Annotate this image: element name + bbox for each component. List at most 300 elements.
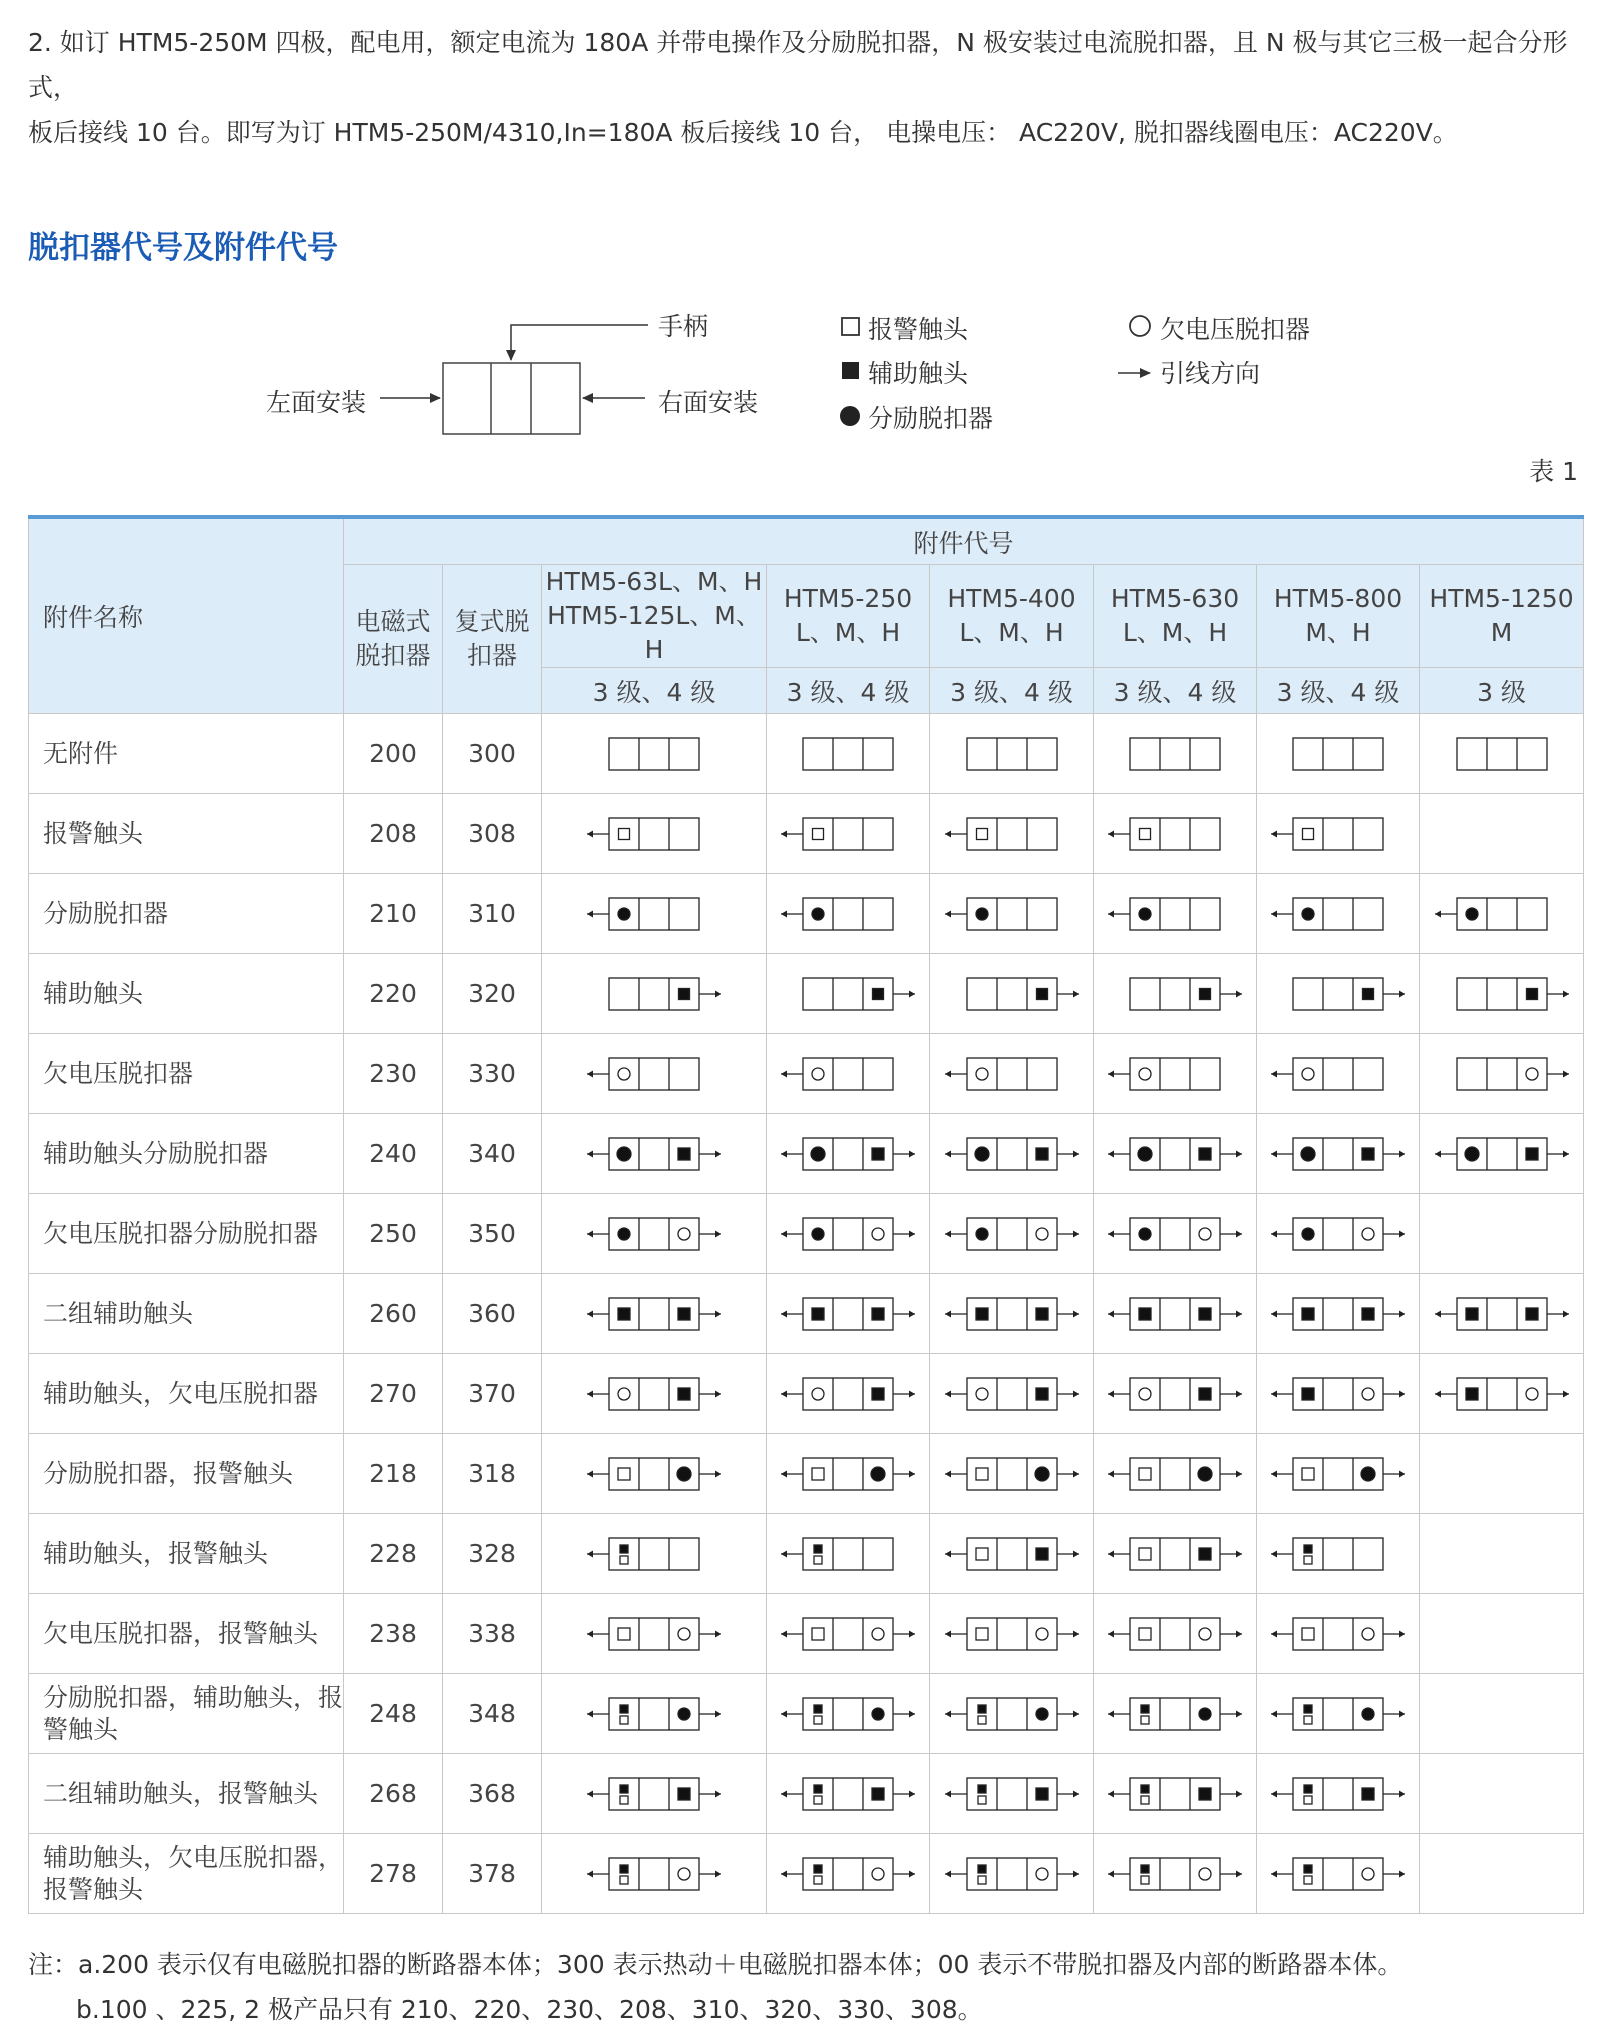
table-row — [29, 1834, 1584, 1914]
row-compound-code: 370 — [443, 1354, 542, 1434]
alarm-contact-icon — [976, 1468, 988, 1480]
lead-left-arrow-head — [945, 1070, 951, 1077]
alarm-contact-icon — [814, 1716, 822, 1724]
alarm-contact-icon — [1141, 1716, 1149, 1724]
aux-contact-icon — [1362, 1308, 1374, 1320]
diagram-cell-model-3 — [1094, 1754, 1257, 1834]
diagram-cell-model-5 — [1420, 954, 1584, 1034]
row-accessory-name: 辅助触头，欠电压脱扣器 — [29, 1354, 344, 1434]
lead-right-arrow-head — [1399, 1870, 1405, 1877]
diagram-cell-model-2 — [930, 874, 1094, 954]
table-row — [29, 1674, 1584, 1754]
alarm-contact-icon — [812, 1468, 824, 1480]
lead-left-arrow-head — [1435, 1150, 1441, 1157]
wiring-diagram-ux — [773, 1374, 923, 1414]
lead-right-arrow-head — [1073, 1390, 1079, 1397]
lead-left-arrow-head — [1271, 1230, 1277, 1237]
wiring-diagram-su — [937, 1214, 1087, 1254]
lead-right-arrow-head — [1236, 1630, 1242, 1637]
lead-right-arrow-head — [1073, 1710, 1079, 1717]
diagram-cell-model-4 — [1257, 954, 1420, 1034]
aux-contact-icon — [814, 1785, 822, 1793]
diagram-cell-model-4 — [1257, 794, 1420, 874]
lead-right-arrow-head — [1236, 1870, 1242, 1877]
wiring-diagram-ax2 — [1100, 1534, 1250, 1574]
aux-contact-icon — [1036, 1788, 1048, 1800]
row-compound-code: 318 — [443, 1434, 542, 1514]
row-compound-code: 300 — [443, 714, 542, 794]
row-em-code: 208 — [344, 794, 443, 874]
diagram-cell-model-0 — [542, 1594, 767, 1674]
lead-right-arrow-head — [1563, 990, 1569, 997]
alarm-contact-icon — [1302, 1468, 1314, 1480]
aux-contact-icon — [1199, 1788, 1211, 1800]
diagram-cell-model-1 — [767, 794, 930, 874]
aux-contact-icon — [842, 362, 859, 379]
lead-right-arrow-head — [1399, 1630, 1405, 1637]
aux-contact-icon — [872, 1388, 884, 1400]
left-mount-label: 左面安装 — [266, 388, 367, 417]
shunt-release-icon — [840, 406, 860, 426]
row-em-code: 270 — [344, 1354, 443, 1434]
aux-contact-icon — [814, 1545, 822, 1553]
alarm-contact-icon — [1141, 1876, 1149, 1884]
row-em-code: 228 — [344, 1514, 443, 1594]
alarm-contact-icon — [618, 1628, 630, 1640]
lead-left-arrow-head — [781, 1230, 787, 1237]
row-compound-code: 350 — [443, 1194, 542, 1274]
diagram-cell-model-0 — [542, 1034, 767, 1114]
row-accessory-name: 欠电压脱扣器，报警触头 — [29, 1594, 344, 1674]
wiring-diagram-s — [773, 894, 923, 934]
footnote-a: 注：a.200 表示仅有电磁脱扣器的断路器本体；300 表示热动＋电磁脱扣器本体；00 表示不带脱扣器及内部的断路器本体。 — [28, 1950, 1403, 1979]
diagram-cell-model-3 — [1094, 1354, 1257, 1434]
lead-left-arrow-head — [587, 1150, 593, 1157]
footnote-b: b.100 、225, 2 极产品只有 210、220、230、208、310、320、330、308。 — [76, 1995, 983, 2024]
lead-left-arrow-head — [587, 1630, 593, 1637]
lead-left-arrow-head — [781, 1870, 787, 1877]
lead-right-arrow-head — [909, 1710, 915, 1717]
lead-left-arrow-head — [1108, 1630, 1114, 1637]
wiring-diagram-axs — [937, 1694, 1087, 1734]
shunt-release-icon — [617, 1147, 631, 1161]
lead-left-arrow-head — [781, 830, 787, 837]
wiring-diagram-su — [1100, 1214, 1250, 1254]
wiring-diagram-xx — [1263, 1294, 1413, 1334]
lead-right-arrow-head — [1399, 1230, 1405, 1237]
diagram-cell-model-5 — [1420, 1434, 1584, 1514]
lead-right-arrow-head — [1073, 1790, 1079, 1797]
undervoltage-release-icon — [1036, 1228, 1048, 1240]
row-em-code: 220 — [344, 954, 443, 1034]
aux-contact-icon — [1362, 1788, 1374, 1800]
wiring-diagram-axs — [773, 1694, 923, 1734]
alarm-contact-icon — [978, 1716, 986, 1724]
handle-label: 手柄 — [658, 312, 709, 341]
wiring-diagram-n — [773, 734, 923, 774]
wiring-diagram-au — [1100, 1614, 1250, 1654]
lead-left-arrow-head — [1108, 910, 1114, 917]
wiring-diagram-su — [1263, 1214, 1413, 1254]
legend-diagram — [0, 290, 1600, 450]
row-compound-code: 368 — [443, 1754, 542, 1834]
aux-contact-icon — [1304, 1545, 1312, 1553]
lead-right-arrow-head — [1236, 1390, 1242, 1397]
shunt-release-icon — [1302, 1228, 1314, 1240]
alarm-contact-icon — [620, 1556, 628, 1564]
header-poles-0: 3 级、4 级 — [542, 668, 767, 714]
diagram-cell-model-1 — [767, 1834, 930, 1914]
wiring-diagram-xu — [1427, 1374, 1577, 1414]
aux-contact-icon — [1139, 1308, 1151, 1320]
lead-right-arrow-head — [1236, 1470, 1242, 1477]
lead-right-arrow-head — [909, 990, 915, 997]
wiring-diagram-s — [1427, 894, 1577, 934]
undervoltage-release-icon — [872, 1868, 884, 1880]
diagram-cell-model-3 — [1094, 1274, 1257, 1354]
lead-right-arrow-head — [715, 990, 721, 997]
lead-left-arrow-head — [1271, 1790, 1277, 1797]
aux-contact-icon — [1199, 1388, 1211, 1400]
aux-contact-icon — [620, 1705, 628, 1713]
lead-left-arrow-head — [781, 1550, 787, 1557]
lead-right-arrow-head — [1073, 1230, 1079, 1237]
alarm-contact-icon — [814, 1796, 822, 1804]
aux-contact-icon — [678, 1788, 690, 1800]
diagram-cell-model-4 — [1257, 1834, 1420, 1914]
diagram-cell-model-5 — [1420, 874, 1584, 954]
wiring-diagram-xx — [1100, 1294, 1250, 1334]
table-row — [29, 1354, 1584, 1434]
lead-left-arrow-head — [1271, 910, 1277, 917]
aux-contact-icon — [1200, 988, 1211, 999]
diagram-cell-model-3 — [1094, 714, 1257, 794]
wiring-diagram-x — [1427, 974, 1577, 1014]
aux-contact-icon — [1141, 1705, 1149, 1713]
wiring-diagram-sx — [1263, 1134, 1413, 1174]
row-em-code: 268 — [344, 1754, 443, 1834]
shunt-release-icon — [1198, 1467, 1212, 1481]
row-accessory-name: 分励脱扣器，辅助触头，报警触头 — [29, 1674, 344, 1754]
lead-right-arrow-head — [1073, 1470, 1079, 1477]
diagram-cell-model-5 — [1420, 1114, 1584, 1194]
undervoltage-release-icon — [1036, 1628, 1048, 1640]
diagram-cell-model-1 — [767, 1434, 930, 1514]
diagram-cell-model-4 — [1257, 874, 1420, 954]
diagram-cell-model-0 — [542, 1834, 767, 1914]
shunt-release-icon — [1139, 1228, 1151, 1240]
wiring-diagram-a — [579, 814, 729, 854]
shunt-release-icon — [1465, 1147, 1479, 1161]
lead-left-arrow-head — [587, 1230, 593, 1237]
alarm-contact-icon — [1304, 1796, 1312, 1804]
breaker-mount-diagram — [0, 290, 1600, 450]
undervoltage-release-icon — [872, 1628, 884, 1640]
table-body — [29, 714, 1584, 1914]
aux-contact-icon — [1141, 1785, 1149, 1793]
shunt-release-icon — [975, 1147, 989, 1161]
row-compound-code: 338 — [443, 1594, 542, 1674]
aux-contact-icon — [1302, 1388, 1314, 1400]
lead-left-arrow-head — [945, 1550, 951, 1557]
diagram-cell-model-4 — [1257, 1354, 1420, 1434]
shunt-release-icon — [677, 1467, 691, 1481]
undervoltage-release-icon — [1362, 1388, 1374, 1400]
diagram-cell-model-1 — [767, 1194, 930, 1274]
lead-right-arrow-head — [1563, 1150, 1569, 1157]
wiring-diagram-axx — [1100, 1774, 1250, 1814]
row-em-code: 210 — [344, 874, 443, 954]
diagram-cell-model-1 — [767, 1674, 930, 1754]
lead-left-arrow-head — [781, 1390, 787, 1397]
breaker-outline — [967, 738, 1057, 770]
diagram-cell-model-3 — [1094, 954, 1257, 1034]
diagram-cell-model-0 — [542, 1354, 767, 1434]
diagram-cell-model-3 — [1094, 1434, 1257, 1514]
lead-right-arrow-head — [1073, 1150, 1079, 1157]
alarm-contact-icon — [978, 1796, 986, 1804]
wiring-diagram-x — [1263, 974, 1413, 1014]
lead-right-arrow-head — [1236, 990, 1242, 997]
aux-contact-icon — [1199, 1148, 1211, 1160]
lead-right-arrow-head — [1073, 990, 1079, 997]
breaker-outline — [803, 738, 893, 770]
diagram-cell-model-5 — [1420, 1194, 1584, 1274]
wiring-diagram-axx — [579, 1774, 729, 1814]
aux-contact-icon — [1526, 988, 1537, 999]
alarm-contact-icon — [1304, 1716, 1312, 1724]
aux-contact-icon — [1036, 1308, 1048, 1320]
breaker-outline — [1457, 738, 1547, 770]
wiring-diagram-x — [773, 974, 923, 1014]
lead-left-arrow-head — [945, 1870, 951, 1877]
wiring-diagram-s — [937, 894, 1087, 934]
diagram-cell-model-2 — [930, 714, 1094, 794]
wiring-diagram-x — [1100, 974, 1250, 1014]
lead-left-arrow-head — [945, 1630, 951, 1637]
alarm-contact-icon — [1141, 1796, 1149, 1804]
diagram-cell-model-3 — [1094, 1674, 1257, 1754]
lead-left-arrow-head — [781, 1470, 787, 1477]
alarm-contact-icon — [618, 1468, 630, 1480]
undervoltage-release-icon — [678, 1228, 690, 1240]
alarm-contact-icon — [1304, 1556, 1312, 1564]
row-compound-code: 310 — [443, 874, 542, 954]
row-compound-code: 378 — [443, 1834, 542, 1914]
lead-left-arrow-head — [1271, 1870, 1277, 1877]
aux-contact-icon — [1363, 988, 1374, 999]
breaker-outline — [1293, 738, 1383, 770]
lead-left-arrow-head — [1108, 1150, 1114, 1157]
diagram-cell-model-2 — [930, 1834, 1094, 1914]
wiring-diagram-a — [1263, 814, 1413, 854]
lead-left-arrow-head — [1108, 1790, 1114, 1797]
wiring-diagram-xx — [579, 1294, 729, 1334]
diagram-cell-model-4 — [1257, 1194, 1420, 1274]
alarm-contact-icon — [1139, 1468, 1151, 1480]
lead-right-arrow-head — [715, 1630, 721, 1637]
diagram-cell-model-1 — [767, 1274, 930, 1354]
aux-contact-icon — [814, 1705, 822, 1713]
shunt-release-icon — [1361, 1467, 1375, 1481]
row-em-code: 230 — [344, 1034, 443, 1114]
lead-right-arrow-head — [715, 1310, 721, 1317]
shunt-release-icon — [812, 908, 824, 920]
lead-left-arrow-head — [945, 1310, 951, 1317]
wiring-diagram-x — [937, 974, 1087, 1014]
diagram-cell-model-1 — [767, 1754, 930, 1834]
diagram-cell-model-0 — [542, 794, 767, 874]
aux-contact-icon — [978, 1705, 986, 1713]
row-compound-code: 360 — [443, 1274, 542, 1354]
header-model-0: HTM5-63L、M、H HTM5-125L、M、H — [542, 565, 767, 668]
lead-left-arrow-head — [945, 910, 951, 917]
shunt-release-icon — [871, 1467, 885, 1481]
wiring-diagram-ux — [1100, 1374, 1250, 1414]
header-poles-5: 3 级 — [1420, 668, 1584, 714]
lead-right-arrow-head — [1236, 1230, 1242, 1237]
shunt-release-icon — [1139, 908, 1151, 920]
alarm-contact-icon — [1303, 828, 1314, 839]
header-model-5: HTM5-1250 M — [1420, 565, 1584, 668]
shunt-release-icon — [1302, 908, 1314, 920]
aux-contact-icon — [812, 1308, 824, 1320]
row-accessory-name: 欠电压脱扣器分励脱扣器 — [29, 1194, 344, 1274]
lead-left-arrow-head — [781, 1710, 787, 1717]
lead-right-arrow-head — [1563, 1390, 1569, 1397]
lead-right-arrow-head — [1399, 1310, 1405, 1317]
undervoltage-release-icon — [1526, 1068, 1538, 1080]
wiring-diagram-n — [1427, 734, 1577, 774]
aux-contact-icon — [1036, 1548, 1048, 1560]
aux-contact-icon — [1526, 1308, 1538, 1320]
diagram-cell-model-3 — [1094, 1594, 1257, 1674]
aux-contact-icon — [978, 1865, 986, 1873]
wiring-diagram-axs — [579, 1694, 729, 1734]
undervoltage-release-icon — [1199, 1228, 1211, 1240]
shunt-release-icon — [618, 908, 630, 920]
lead-left-arrow-head — [1108, 1070, 1114, 1077]
alarm-contact-icon — [1140, 828, 1151, 839]
undervoltage-release-icon — [872, 1228, 884, 1240]
aux-contact-icon — [1302, 1308, 1314, 1320]
diagram-cell-model-1 — [767, 874, 930, 954]
row-compound-code: 330 — [443, 1034, 542, 1114]
undervoltage-release-icon — [1139, 1068, 1151, 1080]
row-em-code: 278 — [344, 1834, 443, 1914]
shunt-release-icon — [1301, 1147, 1315, 1161]
table-row — [29, 1114, 1584, 1194]
wiring-diagram-su — [773, 1214, 923, 1254]
wiring-diagram-x — [579, 974, 729, 1014]
legend-alarm-label: 报警触头 — [868, 315, 969, 344]
diagram-cell-model-0 — [542, 1274, 767, 1354]
aux-contact-icon — [976, 1308, 988, 1320]
aux-contact-icon — [1304, 1705, 1312, 1713]
lead-left-arrow-head — [1108, 1470, 1114, 1477]
wiring-diagram-a — [1100, 814, 1250, 854]
wiring-diagram-sx — [1427, 1134, 1577, 1174]
intro-line-1: 2. 如订 HTM5-250M 四极，配电用，额定电流为 180A 并带电操作及分励脱扣器，N 极安装过电流脱扣器，且 N 极与其它三极一起合分形式， — [28, 28, 1568, 102]
wiring-diagram-a — [773, 814, 923, 854]
diagram-cell-model-2 — [930, 1754, 1094, 1834]
wiring-diagram-u — [1100, 1054, 1250, 1094]
diagram-cell-model-5 — [1420, 714, 1584, 794]
aux-contact-icon — [678, 1388, 690, 1400]
aux-contact-icon — [620, 1545, 628, 1553]
lead-right-arrow-head — [1073, 1310, 1079, 1317]
diagram-cell-model-0 — [542, 954, 767, 1034]
table-row — [29, 794, 1584, 874]
undervoltage-release-icon — [812, 1068, 824, 1080]
wiring-diagram-ax1 — [579, 1534, 729, 1574]
wiring-diagram-as — [1263, 1454, 1413, 1494]
alarm-contact-icon — [976, 1628, 988, 1640]
diagram-cell-model-2 — [930, 1514, 1094, 1594]
aux-contact-icon — [1036, 1388, 1048, 1400]
undervoltage-release-icon — [976, 1068, 988, 1080]
diagram-cell-model-0 — [542, 1434, 767, 1514]
diagram-cell-model-1 — [767, 1354, 930, 1434]
diagram-cell-model-0 — [542, 714, 767, 794]
footnotes — [28, 1942, 1402, 2032]
lead-left-arrow-head — [1108, 830, 1114, 837]
diagram-cell-model-1 — [767, 1034, 930, 1114]
header-poles-1: 3 级、4 级 — [767, 668, 930, 714]
wiring-diagram-axs — [1263, 1694, 1413, 1734]
lead-left-arrow-head — [1271, 1630, 1277, 1637]
lead-left-arrow-head — [945, 1390, 951, 1397]
wiring-diagram-u — [579, 1054, 729, 1094]
wiring-diagram-axx — [937, 1774, 1087, 1814]
alarm-contact-icon — [1302, 1628, 1314, 1640]
wiring-diagram-a — [937, 814, 1087, 854]
diagram-cell-model-3 — [1094, 1514, 1257, 1594]
lead-left-arrow-head — [781, 910, 787, 917]
lead-right-arrow-head — [1073, 1550, 1079, 1557]
aux-contact-icon — [1141, 1865, 1149, 1873]
legend-lead-label: 引线方向 — [1160, 359, 1261, 388]
wiring-diagram-axu — [1263, 1854, 1413, 1894]
lead-left-arrow-head — [1108, 1390, 1114, 1397]
wiring-diagram-s — [579, 894, 729, 934]
lead-right-arrow-head — [1236, 1710, 1242, 1717]
lead-right-arrow-head — [715, 1870, 721, 1877]
aux-contact-icon — [978, 1785, 986, 1793]
diagram-cell-model-1 — [767, 714, 930, 794]
lead-left-arrow-head — [1435, 910, 1441, 917]
wiring-diagram-axu — [773, 1854, 923, 1894]
lead-left-arrow-head — [1271, 1470, 1277, 1477]
lead-left-arrow-head — [587, 1790, 593, 1797]
lead-left-arrow-head — [1108, 1710, 1114, 1717]
shunt-release-icon — [976, 1228, 988, 1240]
lead-left-arrow-head — [587, 1470, 593, 1477]
alarm-contact-icon — [978, 1876, 986, 1884]
diagram-cell-model-4 — [1257, 714, 1420, 794]
diagram-cell-model-4 — [1257, 1274, 1420, 1354]
row-em-code: 250 — [344, 1194, 443, 1274]
diagram-cell-model-5 — [1420, 1034, 1584, 1114]
wiring-diagram-n — [579, 734, 729, 774]
table-row — [29, 714, 1584, 794]
row-accessory-name: 辅助触头 — [29, 954, 344, 1034]
shunt-release-icon — [678, 1708, 690, 1720]
wiring-diagram-sx — [579, 1134, 729, 1174]
diagram-cell-model-1 — [767, 1594, 930, 1674]
lead-left-arrow-head — [1271, 1390, 1277, 1397]
lead-right-arrow-head — [1399, 1390, 1405, 1397]
